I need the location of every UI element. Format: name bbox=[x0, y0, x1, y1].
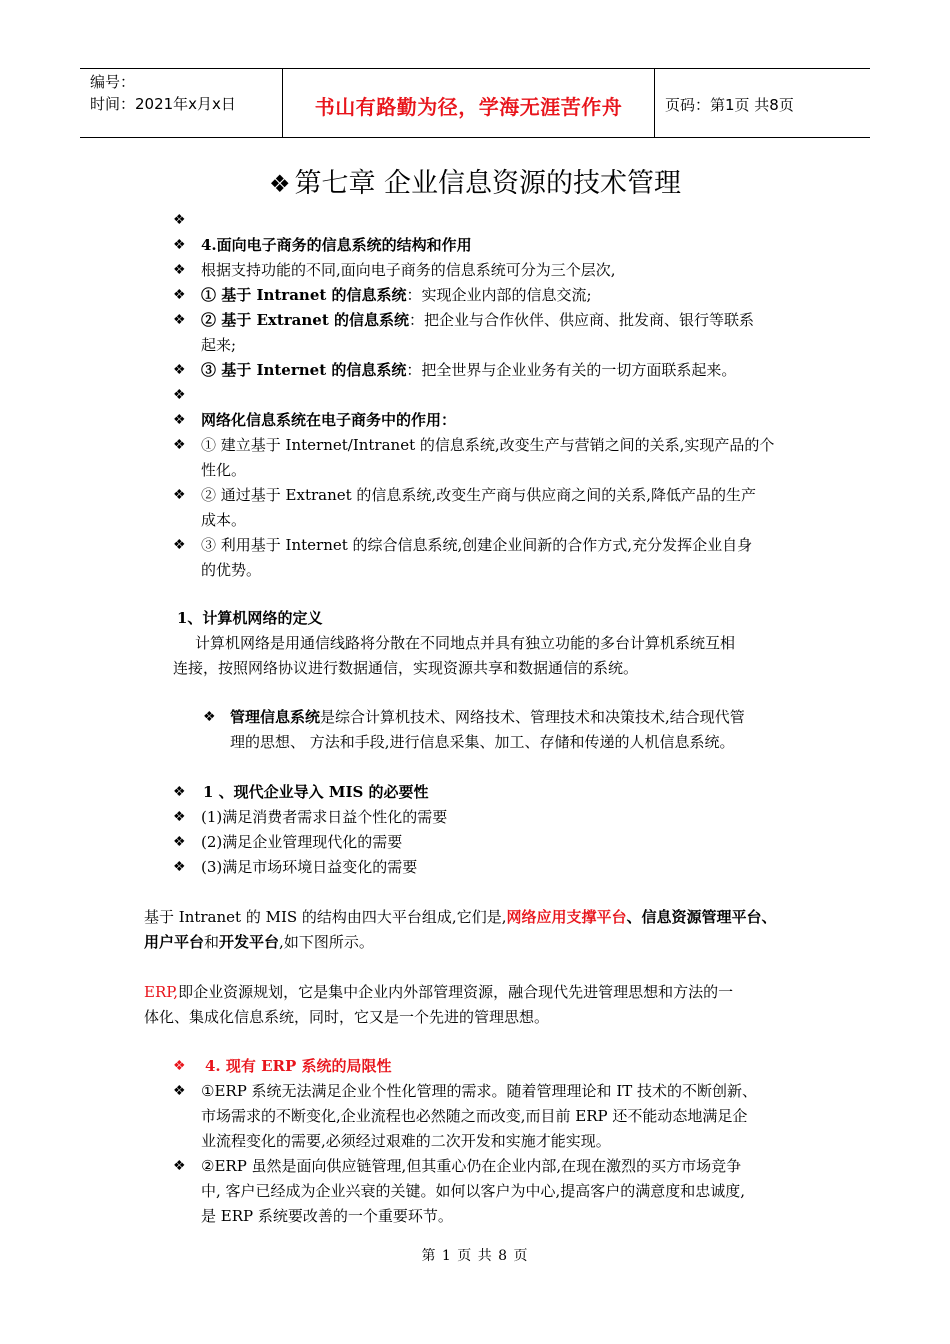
diamond-bullet-icon: ❖ bbox=[173, 834, 186, 850]
diamond-bullet-icon: ❖ bbox=[173, 1083, 186, 1099]
diamond-bullet-icon: ❖ bbox=[173, 412, 186, 428]
list-item bbox=[201, 358, 736, 383]
diamond-bullet-icon: ❖ bbox=[173, 537, 186, 553]
list-item-continuation: 是 ERP 系统要改善的一个重要环节。 bbox=[201, 1207, 453, 1225]
list-item-text: ：把全世界与企业业务有关的一切方面联系起来。 bbox=[406, 361, 737, 379]
diamond-bullet-icon: ❖ bbox=[173, 212, 186, 228]
diamond-bullet-icon: ❖ bbox=[203, 709, 216, 725]
diamond-bullet-icon: ❖ bbox=[173, 362, 186, 378]
term-bold: 管理信息系统 bbox=[230, 708, 321, 726]
text-bold: 用户平台 bbox=[144, 933, 205, 951]
list-item: (3)满足市场环境日益变化的需要 bbox=[201, 858, 418, 876]
list-item-text: ：实现企业内部的信息交流; bbox=[406, 286, 592, 304]
list-item-continuation: 的优势。 bbox=[201, 561, 262, 579]
diamond-bullet-icon: ❖ bbox=[268, 170, 291, 198]
diamond-bullet-icon: ❖ bbox=[173, 437, 186, 453]
list-item: ①ERP 系统无法满足企业个性化管理的需求。随着管理理论和 IT 技术的不断创新、 bbox=[201, 1082, 758, 1100]
list-item: (2)满足企业管理现代化的需要 bbox=[201, 833, 403, 851]
page-title bbox=[0, 166, 950, 202]
number-label: 编号： bbox=[90, 73, 136, 91]
paragraph-line bbox=[230, 705, 745, 730]
list-item: ② 通过基于 Extranet 的信息系统,改变生产商与供应商之间的关系,降低产品的生产 bbox=[201, 486, 756, 504]
paragraph-line: 体化、集成化信息系统，同时，它又是一个先进的管理思想。 bbox=[144, 1008, 550, 1026]
list-item: ②ERP 虽然是面向供应链管理,但其重心仍在企业内部,在现在激烈的买方市场竞争 bbox=[201, 1157, 742, 1175]
header-meta bbox=[80, 69, 282, 137]
diamond-bullet-icon: ❖ bbox=[173, 487, 186, 503]
section-heading: 网络化信息系统在电子商务中的作用： bbox=[201, 411, 457, 429]
paragraph-line: 根据支持功能的不同,面向电子商务的信息系统可分为三个层次, bbox=[201, 261, 616, 279]
term-definition: 是综合计算机技术、网络技术、管理技术和决策技术,结合现代管 bbox=[320, 708, 745, 726]
section-heading: 1、计算机网络的定义 bbox=[177, 609, 323, 627]
time-label: 时间：2021年x月x日 bbox=[90, 95, 236, 113]
list-item-continuation: 性化。 bbox=[201, 461, 247, 479]
text-bold: 开发平台 bbox=[219, 933, 280, 951]
list-item-continuation: 业流程变化的需要,必须经过艰难的二次开发和实施才能实现。 bbox=[201, 1132, 611, 1150]
paragraph-line: 计算机网络是用通信线路将分散在不同地点并具有独立功能的多台计算机系统互相 bbox=[195, 634, 736, 652]
text-span: 即企业资源规划，它是集中企业内外部管理资源，融合现代先进管理思想和方法的一 bbox=[178, 983, 734, 1001]
list-item-text: ：把企业与合作伙伴、供应商、批发商、银行等联系 bbox=[408, 311, 754, 329]
diamond-bullet-icon: ❖ bbox=[173, 1058, 186, 1074]
text-span: ,如下图所示。 bbox=[279, 933, 374, 951]
list-item: ① 建立基于 Internet/Intranet 的信息系统,改变生产与营销之间的关系,实现产品的个 bbox=[201, 436, 775, 454]
list-item-bold: ① 基于 Intranet 的信息系统 bbox=[201, 286, 407, 304]
text-span: 和 bbox=[204, 933, 220, 951]
page-title-text: 第七章 企业信息资源的技术管理 bbox=[294, 168, 682, 199]
diamond-bullet-icon: ❖ bbox=[173, 859, 186, 875]
section-heading: 1 、现代企业导入 MIS 的必要性 bbox=[203, 783, 429, 801]
text-span: 基于 Intranet 的 MIS 的结构由四大平台组成,它们是, bbox=[144, 908, 507, 926]
paragraph-line: 理的思想、 方法和手段,进行信息采集、加工、存储和传递的人机信息系统。 bbox=[230, 733, 735, 751]
section-heading: 4. 现有 ERP 系统的局限性 bbox=[205, 1057, 392, 1075]
paragraph-line: 连接，按照网络协议进行数据通信，实现资源共享和数据通信的系统。 bbox=[173, 659, 639, 677]
diamond-bullet-icon: ❖ bbox=[173, 287, 186, 303]
paragraph-line bbox=[144, 980, 733, 1005]
list-item: (1)满足消费者需求日益个性化的需要 bbox=[201, 808, 448, 826]
list-item-continuation: 起来; bbox=[201, 336, 237, 354]
diamond-bullet-icon: ❖ bbox=[173, 1158, 186, 1174]
list-item-bold: ③ 基于 Internet 的信息系统 bbox=[201, 361, 407, 379]
section-heading: 4.面向电子商务的信息系统的结构和作用 bbox=[201, 236, 472, 254]
diamond-bullet-icon: ❖ bbox=[173, 237, 186, 253]
page-footer: 第 1 页 共 8 页 bbox=[421, 1248, 529, 1264]
list-item bbox=[201, 283, 592, 308]
text-bold: 、信息资源管理平台、 bbox=[626, 908, 777, 926]
list-item: ③ 利用基于 Internet 的综合信息系统,创建企业间新的合作方式,充分发挥企业自身 bbox=[201, 536, 753, 554]
list-item bbox=[201, 308, 754, 333]
erp-label-red: ERP, bbox=[144, 983, 179, 1001]
highlight-red: 网络应用支撑平台 bbox=[506, 908, 627, 926]
header-page-info: 页码：第1页 共8页 bbox=[665, 95, 794, 114]
diamond-bullet-icon: ❖ bbox=[173, 312, 186, 328]
diamond-bullet-icon: ❖ bbox=[173, 387, 186, 403]
diamond-bullet-icon: ❖ bbox=[173, 784, 186, 800]
page-header bbox=[80, 68, 870, 138]
list-item-continuation: 中, 客户已经成为企业兴衰的关键。如何以客户为中心,提高客户的满意度和忠诚度, bbox=[201, 1182, 746, 1200]
diamond-bullet-icon: ❖ bbox=[173, 262, 186, 278]
paragraph-line bbox=[144, 930, 374, 955]
list-item-bold: ② 基于 Extranet 的信息系统 bbox=[201, 311, 409, 329]
list-item-continuation: 成本。 bbox=[201, 511, 247, 529]
header-motto: 书山有路勤为径，学海无涯苦作舟 bbox=[282, 69, 655, 137]
paragraph-line bbox=[144, 905, 777, 930]
list-item-continuation: 市场需求的不断变化,企业流程也必然随之而改变,而目前 ERP 还不能动态地满足企 bbox=[201, 1107, 748, 1125]
diamond-bullet-icon: ❖ bbox=[173, 809, 186, 825]
